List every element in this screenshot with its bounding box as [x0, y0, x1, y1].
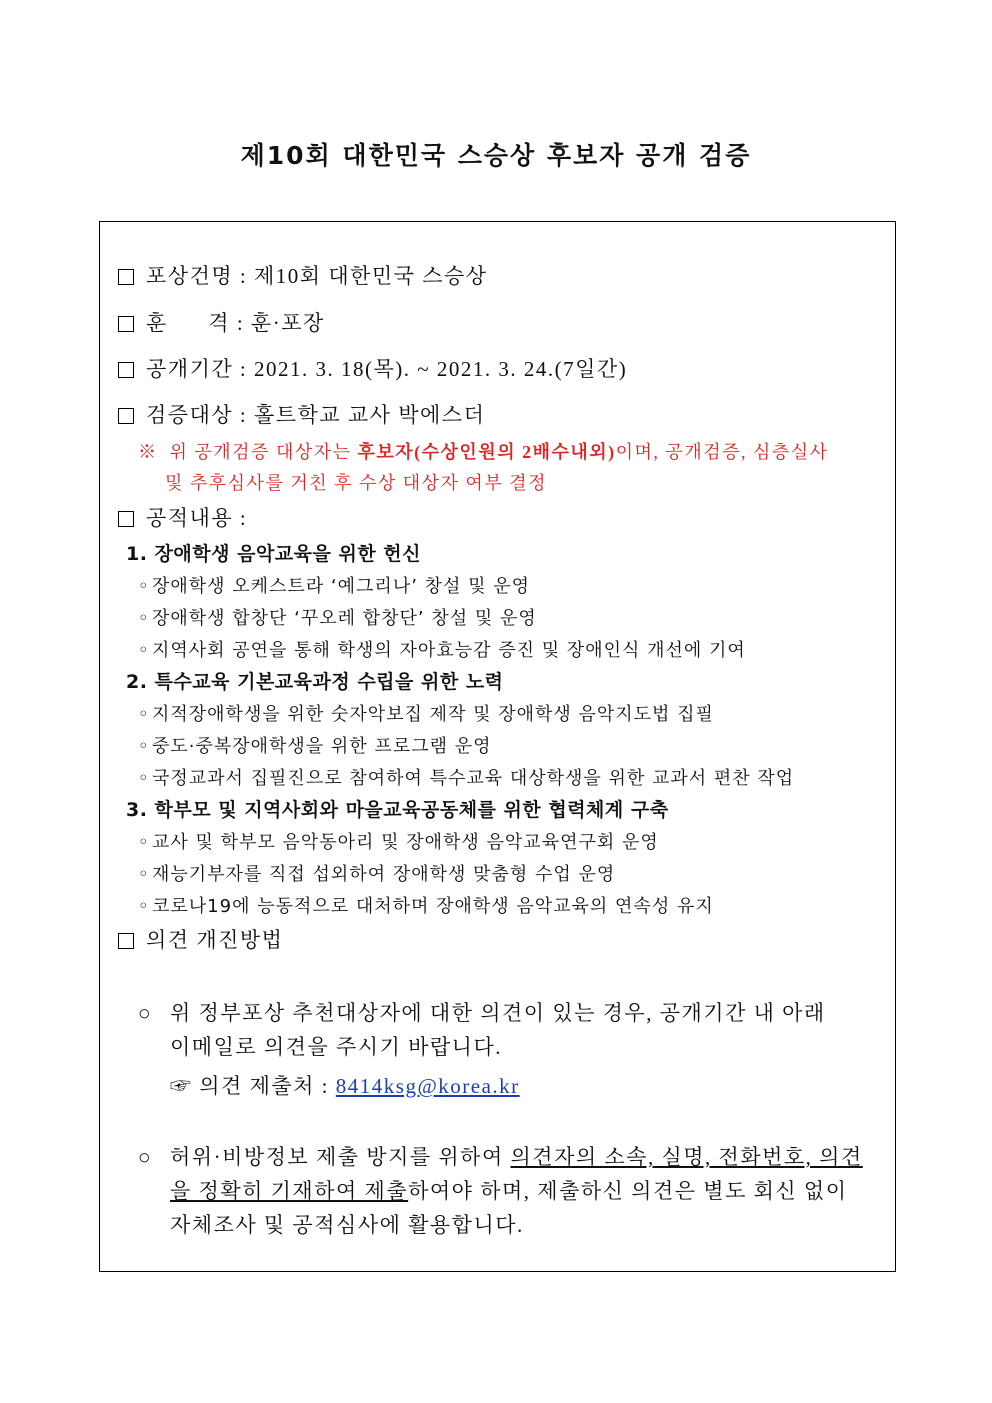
bullet-icon: ◦	[138, 896, 150, 917]
notice-mark-icon: ※	[138, 442, 158, 462]
checkbox-square-icon	[118, 511, 134, 527]
bullet-icon: ◦	[138, 704, 150, 725]
bullet-icon: ◦	[138, 640, 150, 661]
underlined-text: 의견자의 소속, 실명, 전화번호, 의견	[510, 1145, 863, 1169]
field-label: 검증대상	[146, 403, 234, 427]
section-title: 1. 장애학생 음악교육을 위한 헌신	[126, 543, 421, 565]
pointing-hand-icon: ☞	[170, 1074, 193, 1098]
opinion-paragraph-2-line-3: 자체조사 및 공적심사에 활용합니다.	[170, 1213, 524, 1237]
field-value: 제10회 대한민국 스승상	[254, 264, 488, 288]
list-item	[138, 860, 615, 886]
item-text: 재능기부자를 직접 섭외하여 장애학생 맞춤형 수업 운영	[152, 864, 616, 885]
field-period	[118, 353, 627, 383]
bullet-icon: ◦	[138, 576, 150, 597]
list-item	[138, 636, 746, 662]
list-item	[138, 764, 794, 790]
bullet-icon: ◦	[138, 768, 150, 789]
field-value: 홀트학교 교사 박에스더	[254, 403, 486, 427]
field-separator: :	[230, 311, 251, 335]
submission-label: 의견 제출처 :	[199, 1074, 336, 1098]
checkbox-square-icon	[118, 316, 134, 332]
opinion-label: 의견 개진방법	[146, 928, 284, 952]
item-text: 지적장애학생을 위한 숫자악보집 제작 및 장애학생 음악지도법 집필	[152, 704, 714, 725]
list-item	[138, 828, 659, 854]
opinion-paragraph-2-line-1	[138, 1141, 863, 1171]
field-label: 공개기간	[146, 357, 234, 381]
underlined-text: 을 정확히 기재하여 제출	[170, 1179, 409, 1203]
section-title: 3. 학부모 및 지역사회와 마을교육공동체를 위한 협력체계 구축	[126, 799, 669, 821]
circle-bullet-icon: ○	[138, 1001, 153, 1025]
field-honor	[118, 307, 325, 337]
item-text: 코로나19에 능동적으로 대처하며 장애학생 음악교육의 연속성 유지	[152, 896, 714, 917]
paragraph-text: 위 정부포상 추천대상자에 대한 의견이 있는 경우, 공개기간 내 아래	[170, 1001, 826, 1025]
checkbox-square-icon	[118, 933, 134, 949]
checkbox-square-icon	[118, 408, 134, 424]
section-title: 2. 특수교육 기본교육과정 수립을 위한 노력	[126, 671, 504, 693]
opinion-paragraph-2-line-2	[170, 1175, 848, 1205]
notice-line-1	[138, 438, 829, 464]
field-separator: :	[233, 357, 254, 381]
field-value: 훈·포장	[250, 311, 325, 335]
item-text: 지역사회 공연을 통해 학생의 자아효능감 증진 및 장애인식 개선에 기여	[152, 640, 746, 661]
field-award-name	[118, 260, 488, 290]
bullet-icon: ◦	[138, 608, 150, 629]
submission-line	[170, 1070, 520, 1100]
item-text: 장애학생 오케스트라 ‘예그리나’ 창설 및 운영	[152, 576, 531, 597]
list-item	[138, 572, 530, 598]
email-link[interactable]: 8414ksg@korea.kr	[335, 1074, 520, 1098]
document-box	[99, 221, 896, 1272]
notice-line-2: 및 추후심사를 거친 후 수상 대상자 여부 결정	[165, 473, 547, 493]
field-label: 포상건명	[146, 264, 234, 288]
item-text: 장애학생 합창단 ‘꾸오레 합창단’ 창설 및 운영	[152, 608, 537, 629]
paragraph-text: 하여야 하며, 제출하신 의견은 별도 회신 없이	[408, 1179, 848, 1203]
list-item	[138, 732, 491, 758]
achievements-heading	[118, 502, 247, 532]
bullet-icon: ◦	[138, 832, 150, 853]
item-text: 교사 및 학부모 음악동아리 및 장애학생 음악교육연구회 운영	[152, 832, 659, 853]
field-target	[118, 399, 485, 429]
list-item	[138, 604, 537, 630]
list-item	[138, 700, 714, 726]
bullet-icon: ◦	[138, 864, 150, 885]
field-label: 훈 격	[146, 311, 231, 335]
field-separator: :	[233, 264, 254, 288]
notice-text: 이며, 공개검증, 심층실사	[615, 442, 829, 462]
opinion-heading	[118, 924, 283, 954]
page-title: 제10회 대한민국 스승상 후보자 공개 검증	[240, 141, 752, 170]
notice-text: 위 공개검증 대상자는	[169, 442, 358, 462]
checkbox-square-icon	[118, 269, 134, 285]
item-text: 중도·중복장애학생을 위한 프로그램 운영	[152, 736, 492, 757]
circle-bullet-icon: ○	[138, 1145, 153, 1169]
checkbox-square-icon	[118, 362, 134, 378]
paragraph-text: 허위·비방정보 제출 방지를 위하여	[170, 1145, 511, 1169]
field-separator: :	[233, 403, 254, 427]
item-text: 국정교과서 집필진으로 참여하여 특수교육 대상학생을 위한 교과서 편찬 작업	[152, 768, 795, 789]
bullet-icon: ◦	[138, 736, 150, 757]
notice-bold-text: 후보자(수상인원의 2배수내외)	[357, 442, 616, 462]
opinion-paragraph-1-line-1	[138, 997, 826, 1027]
achievements-label: 공적내용 :	[146, 506, 248, 530]
opinion-paragraph-1-line-2: 이메일로 의견을 주시기 바랍니다.	[170, 1035, 503, 1059]
list-item	[138, 892, 714, 918]
field-value: 2021. 3. 18(목). ~ 2021. 3. 24.(7일간)	[254, 357, 628, 381]
